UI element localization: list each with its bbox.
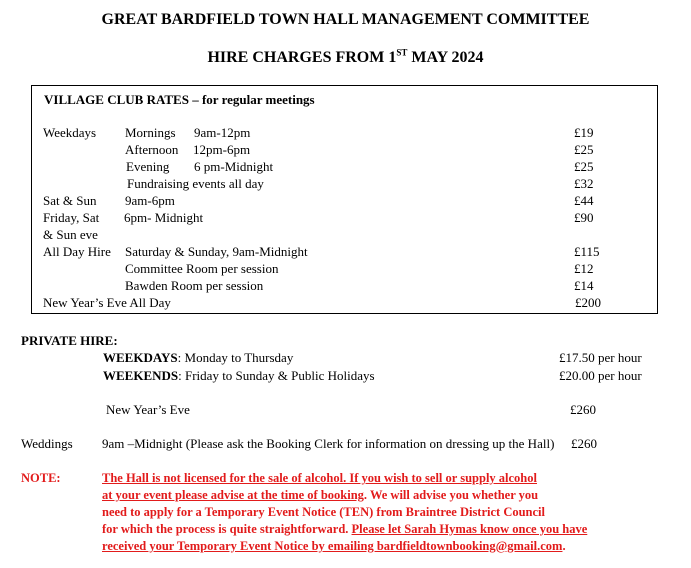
- rate-price: £19: [574, 125, 594, 140]
- rate-item: 9am-6pm: [125, 193, 175, 208]
- weddings-label: Weddings: [21, 436, 73, 451]
- weddings-price: £260: [571, 436, 597, 451]
- note-line-5-underlined: received your Temporary Event Notice by emailing bardfieldtownbooking@gmail.com: [102, 539, 563, 553]
- note-line-2: [102, 487, 538, 504]
- rate-item: Mornings: [125, 125, 176, 140]
- rate-price: £115: [574, 244, 600, 259]
- rate-item: Afternoon: [125, 142, 179, 157]
- rate-price: £12: [574, 261, 594, 276]
- rate-item: Saturday & Sunday, 9am-Midnight: [125, 244, 308, 259]
- rate-item: Fundraising events all day: [127, 176, 264, 191]
- page-subtitle: [0, 48, 691, 68]
- village-rates-heading: VILLAGE CLUB RATES – for regular meetings: [44, 92, 315, 107]
- rate-price: £90: [574, 210, 594, 225]
- weekends-line: [103, 368, 375, 384]
- rate-label: & Sun eve: [43, 227, 98, 242]
- note-line-1: The Hall is not licensed for the sale of alcohol. If you wish to sell or supply alcohol: [102, 471, 537, 485]
- rate-item: 6pm- Midnight: [124, 210, 204, 225]
- note-line-4-underlined: Please let Sarah Hymas know once you have: [351, 522, 588, 536]
- note-line-4-plain: for which the process is quite straightforward.: [102, 522, 352, 536]
- weekdays-label: WEEKDAYS: [103, 350, 178, 365]
- weekdays-price: £17.50 per hour: [559, 350, 642, 365]
- note-line-2-underlined: at your event please advise at the time of booking: [102, 488, 364, 502]
- rate-price: £14: [574, 278, 594, 293]
- rate-time: 12pm-6pm: [193, 142, 251, 157]
- subtitle-pre: HIRE CHARGES FROM 1: [207, 49, 397, 66]
- nye-label: New Year’s Eve: [106, 402, 190, 417]
- rate-price: £44: [574, 193, 594, 208]
- rate-time: 9am-12pm: [194, 125, 251, 140]
- subtitle-post: MAY 2024: [407, 49, 484, 66]
- page-title: GREAT BARDFIELD TOWN HALL MANAGEMENT COMMITTEE: [101, 11, 590, 28]
- rate-item: Evening: [126, 159, 170, 174]
- rate-label: Friday, Sat: [43, 210, 100, 225]
- rate-price: £200: [575, 295, 601, 310]
- subtitle-sup: ST: [396, 47, 408, 58]
- rate-price: £25: [574, 142, 594, 157]
- note-line-3: need to apply for a Temporary Event Notice (TEN) from Braintree District Council: [102, 505, 546, 519]
- note-line-5: [102, 538, 566, 555]
- rate-time: 6 pm-Midnight: [194, 159, 274, 174]
- rate-label: New Year’s Eve All Day: [43, 295, 171, 310]
- rate-label: Sat & Sun: [43, 193, 97, 208]
- nye-price: £260: [570, 402, 596, 417]
- rate-label: All Day Hire: [43, 244, 111, 259]
- weddings-text: 9am –Midnight (Please ask the Booking Clerk for information on dressing up the Hall): [102, 436, 555, 451]
- note-line-2-rest: . We will advise you whether you: [363, 488, 539, 502]
- rate-price: £25: [574, 159, 594, 174]
- note-line-4: [102, 521, 587, 538]
- weekends-label: WEEKENDS: [103, 368, 179, 383]
- private-hire-heading: PRIVATE HIRE:: [21, 333, 118, 348]
- rate-item: Committee Room per session: [125, 261, 279, 276]
- note-line-5-end: .: [562, 539, 566, 553]
- rate-label: Weekdays: [43, 125, 97, 140]
- weekends-price: £20.00 per hour: [559, 368, 642, 383]
- weekdays-text: : Monday to Thursday: [177, 350, 294, 365]
- note-label: NOTE:: [21, 471, 61, 485]
- weekdays-line: [103, 350, 293, 366]
- rate-price: £32: [574, 176, 594, 191]
- rate-item: Bawden Room per session: [125, 278, 264, 293]
- weekends-text: : Friday to Sunday & Public Holidays: [178, 368, 375, 383]
